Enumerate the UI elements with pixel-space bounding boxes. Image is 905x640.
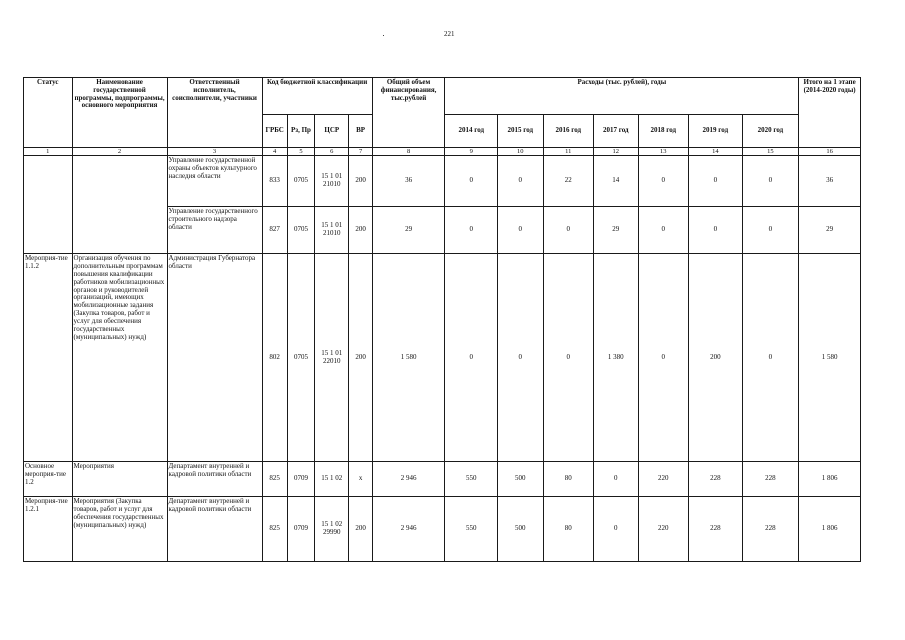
vr-cell: 200	[349, 156, 372, 207]
column-number: 4	[262, 148, 287, 156]
program-name-cell: Мероприятия	[72, 462, 167, 497]
year-cell: 0	[445, 254, 498, 462]
year-cell: 200	[689, 254, 743, 462]
year-cell: 0	[543, 254, 594, 462]
year-cell: 0	[498, 207, 543, 254]
table-row	[24, 254, 861, 462]
year-cell: 0	[594, 497, 638, 562]
year-cell: 0	[742, 254, 799, 462]
year-cell: 1 380	[594, 254, 638, 462]
stage-total-cell: 29	[799, 207, 861, 254]
rzpr-cell: 0705	[287, 254, 314, 462]
year-cell: 220	[638, 497, 689, 562]
column-number: 14	[689, 148, 743, 156]
status-cell: Мероприя-тие 1.2.1	[24, 497, 73, 562]
year-cell: 550	[445, 497, 498, 562]
column-number-row	[24, 148, 861, 156]
year-cell: 228	[689, 462, 743, 497]
year-cell: 228	[742, 462, 799, 497]
total-funding-cell: 29	[372, 207, 445, 254]
stage-total-cell: 1 806	[799, 497, 861, 562]
year-cell: 500	[498, 497, 543, 562]
year-cell: 14	[594, 156, 638, 207]
header-year: 2016 год	[543, 115, 594, 148]
header-expenses: Расходы (тыс. рублей), годы	[445, 78, 799, 115]
executor-cell: Департамент внутренней и кадровой политики области	[167, 497, 262, 562]
header-year: 2018 год	[638, 115, 689, 148]
program-name-cell	[72, 156, 167, 254]
header-year: 2020 год	[742, 115, 799, 148]
stage-total-cell: 1 806	[799, 462, 861, 497]
year-cell: 0	[445, 156, 498, 207]
page-number: 221	[444, 30, 455, 38]
rzpr-cell: 0709	[287, 462, 314, 497]
header-code-col: ВР	[349, 115, 372, 148]
total-funding-cell: 2 946	[372, 497, 445, 562]
year-cell: 0	[543, 207, 594, 254]
year-cell: 80	[543, 497, 594, 562]
vr-cell: 200	[349, 497, 372, 562]
csr-cell: 15 1 01 21010	[315, 156, 349, 207]
total-funding-cell: 36	[372, 156, 445, 207]
column-number: 11	[543, 148, 594, 156]
vr-cell: 200	[349, 254, 372, 462]
grbs-cell: 833	[262, 156, 287, 207]
stage-total-cell: 36	[799, 156, 861, 207]
year-cell: 22	[543, 156, 594, 207]
column-number: 16	[799, 148, 861, 156]
year-cell: 228	[742, 497, 799, 562]
program-name-cell: Мероприятия (Закупка товаров, работ и услуг для обеспечения государственных (муниципальных) нужд)	[72, 497, 167, 562]
column-number: 13	[638, 148, 689, 156]
column-number: 2	[72, 148, 167, 156]
year-cell: 0	[689, 207, 743, 254]
csr-cell: 15 1 01 21010	[315, 207, 349, 254]
column-number: 3	[167, 148, 262, 156]
table-row	[24, 156, 861, 207]
header-code-col: ГРБС	[262, 115, 287, 148]
grbs-cell: 827	[262, 207, 287, 254]
year-cell: 228	[689, 497, 743, 562]
program-name-cell: Организация обучения по дополнительным программам повышения квалификации работников мобилизационных органов и руководителей организаций, имеющих мобилизационные задания (Закупка товаров, работ и услуг для обеспечения государственных (муниципальных) нужд)	[72, 254, 167, 462]
header-year: 2019 год	[689, 115, 743, 148]
header-name: Наименование государственной программы, подпрограммы, основного мероприятия	[72, 78, 167, 148]
header-code-col: Рз, Пр	[287, 115, 314, 148]
year-cell: 0	[742, 156, 799, 207]
column-number: 5	[287, 148, 314, 156]
executor-cell: Департамент внутренней и кадровой политики области	[167, 462, 262, 497]
header-executor: Ответственный исполнитель, соисполнители, участники	[167, 78, 262, 148]
grbs-cell: 825	[262, 497, 287, 562]
header-budget-code: Код бюджетной классификации	[262, 78, 372, 115]
executor-cell: Управление государственной охраны объектов культурного наследия области	[167, 156, 262, 207]
header-year: 2014 год	[445, 115, 498, 148]
header-year: 2015 год	[498, 115, 543, 148]
status-cell	[24, 156, 73, 254]
header-year: 2017 год	[594, 115, 638, 148]
column-number: 15	[742, 148, 799, 156]
year-cell: 0	[689, 156, 743, 207]
status-cell: Мероприя-тие 1.1.2	[24, 254, 73, 462]
year-cell: 0	[742, 207, 799, 254]
column-number: 8	[372, 148, 445, 156]
header-total-funding: Общий объем финансирования, тыс.рублей	[372, 78, 445, 148]
budget-table	[23, 77, 861, 562]
header-stage-total: Итого на 1 этапе (2014-2020 годы)	[799, 78, 861, 148]
year-cell: 0	[498, 156, 543, 207]
rzpr-cell: 0705	[287, 207, 314, 254]
year-cell: 0	[638, 207, 689, 254]
rzpr-cell: 0709	[287, 497, 314, 562]
table-row	[24, 462, 861, 497]
total-funding-cell: 1 580	[372, 254, 445, 462]
column-number: 1	[24, 148, 73, 156]
csr-cell: 15 1 02	[315, 462, 349, 497]
csr-cell: 15 1 01 22010	[315, 254, 349, 462]
year-cell: 550	[445, 462, 498, 497]
table-row	[24, 497, 861, 562]
vr-cell: 200	[349, 207, 372, 254]
year-cell: 220	[638, 462, 689, 497]
rzpr-cell: 0705	[287, 156, 314, 207]
vr-cell: х	[349, 462, 372, 497]
year-cell: 0	[638, 156, 689, 207]
executor-cell: Управление государственного строительного надзора области	[167, 207, 262, 254]
scan-speck	[383, 35, 384, 36]
year-cell: 500	[498, 462, 543, 497]
header-status: Статус	[24, 78, 73, 148]
column-number: 6	[315, 148, 349, 156]
stage-total-cell: 1 580	[799, 254, 861, 462]
column-number: 12	[594, 148, 638, 156]
year-cell: 0	[594, 462, 638, 497]
executor-cell: Администрация Губернатора области	[167, 254, 262, 462]
year-cell: 0	[445, 207, 498, 254]
status-cell: Основное мероприя-тие 1.2	[24, 462, 73, 497]
header-code-col: ЦСР	[315, 115, 349, 148]
csr-cell: 15 1 02 29990	[315, 497, 349, 562]
column-number: 10	[498, 148, 543, 156]
column-number: 9	[445, 148, 498, 156]
column-number: 7	[349, 148, 372, 156]
year-cell: 0	[638, 254, 689, 462]
year-cell: 0	[498, 254, 543, 462]
total-funding-cell: 2 946	[372, 462, 445, 497]
grbs-cell: 825	[262, 462, 287, 497]
year-cell: 29	[594, 207, 638, 254]
year-cell: 80	[543, 462, 594, 497]
grbs-cell: 802	[262, 254, 287, 462]
